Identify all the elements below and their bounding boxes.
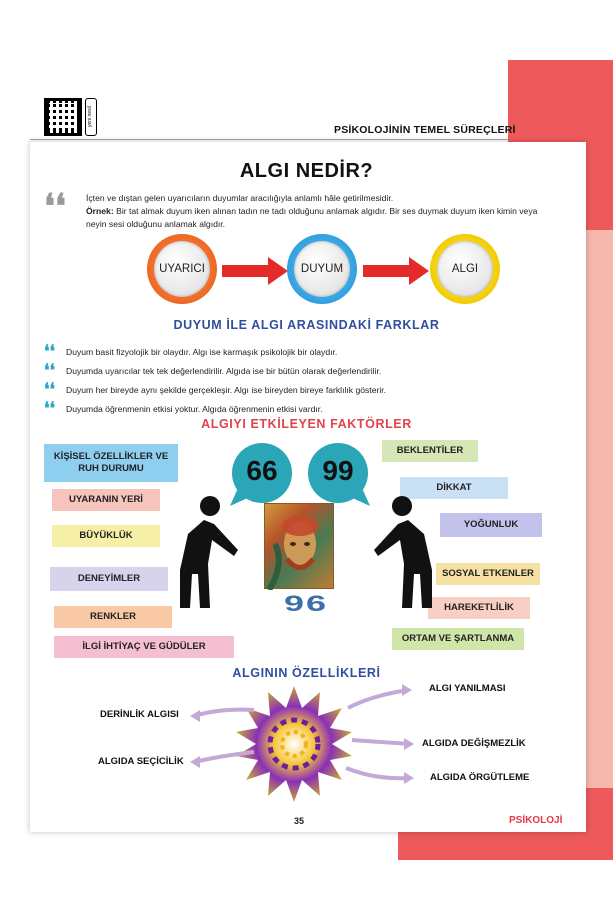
quote-icon: ❛❛ — [44, 380, 55, 400]
flow-label-uyarici: UYARICI — [154, 241, 210, 297]
factor-tag-right: YOĞUNLUK — [440, 513, 542, 537]
flow-circle-algi — [430, 234, 500, 304]
quote-icon: ❛❛ — [44, 187, 66, 227]
factor-tag-right: DİKKAT — [400, 477, 508, 499]
qr-code-pattern — [49, 103, 77, 131]
factor-tag-left: BÜYÜKLÜK — [52, 525, 160, 547]
feature-label-right: ALGIDA DEĞİŞMEZLİK — [422, 738, 526, 749]
painting-image — [264, 503, 334, 589]
arrow-right-icon — [222, 256, 290, 286]
example-line-1: Bir tat almak duyum iken alınan tadın ne tadı olduğunu anlamak algıdır. Bir ses duymak duyum iken kimin veya — [116, 206, 538, 216]
difference-text: Duyum basit fizyolojik bir olaydır. Algı ise karmaşık psikolojik bir olaydır. — [66, 347, 338, 357]
feature-label-left: ALGIDA SEÇİCİLİK — [98, 756, 184, 767]
difference-text: Duyumda öğrenmenin etkisi yoktur. Algıda öğrenmenin etkisi vardır. — [66, 404, 323, 414]
factor-tag-right: SOSYAL ETKENLER — [436, 563, 540, 585]
example-line-2: neyin sesi olduğunu anlamak algıdır. — [86, 219, 226, 229]
list-item — [44, 343, 564, 362]
feature-label-left: DERİNLİK ALGISI — [100, 709, 179, 720]
factor-tag-left: İLGİ İHTİYAÇ VE GÜDÜLER — [54, 636, 234, 658]
page-number: 35 — [294, 816, 305, 826]
features-title: ALGININ ÖZELLİKLERİ — [232, 666, 381, 680]
factor-tag-right: BEKLENTİLER — [382, 440, 478, 462]
floor-number: 96 — [281, 590, 327, 617]
factor-tag-left: KİŞİSEL ÖZELLİKLER VE RUH DURUMU — [44, 444, 178, 482]
feature-label-right: ALGI YANILMASI — [429, 683, 506, 694]
flow-label-duyum: DUYUM — [294, 241, 350, 297]
factor-tag-left: RENKLER — [54, 606, 172, 628]
feature-arrows — [180, 672, 420, 808]
differences-list — [44, 343, 564, 419]
example-label: Örnek: — [86, 206, 114, 216]
factor-tag-left: DENEYİMLER — [50, 567, 168, 591]
qr-tag: yeni nesil — [85, 98, 97, 136]
example-paragraph — [86, 205, 586, 218]
quote-icon: ❛❛ — [44, 342, 55, 362]
flow-label-algi: ALGI — [437, 241, 493, 297]
subject-label: PSİKOLOJİ — [509, 815, 563, 826]
person-figure-left-icon — [168, 494, 240, 614]
difference-text: Duyum her bireyde aynı şekilde gerçekleşir. Algı ise bireyden bireye farklılık gösterir. — [66, 385, 387, 395]
bubble-number-right: 99 — [322, 455, 354, 486]
factor-tag-right: ORTAM VE ŞARTLANMA — [392, 628, 524, 650]
definition-text: İçten ve dıştan gelen uyarıcıların duyumlar aracılığıyla anlamlı hâle getirilmesidir. — [86, 193, 394, 203]
painting-face — [265, 504, 335, 590]
flow-circle-uyarici — [147, 234, 217, 304]
person-figure-right-icon — [372, 494, 444, 614]
differences-title: DUYUM İLE ALGI ARASINDAKİ FARKLAR — [173, 318, 440, 332]
quote-icon: ❛❛ — [44, 361, 55, 381]
list-item — [44, 381, 564, 400]
bubble-number-left: 66 — [246, 455, 278, 486]
list-item — [44, 362, 564, 381]
factor-tag-left: UYARANIN YERİ — [52, 489, 160, 511]
decor-pink-strip — [586, 230, 613, 790]
difference-text: Duyumda uyarıcılar tek tek değerlendirilir. Algıda ise bir bütün olarak değerlendirilir. — [66, 366, 382, 376]
quote-icon: ❛❛ — [44, 399, 55, 419]
header-divider — [30, 139, 508, 140]
feature-label-right: ALGIDA ÖRGÜTLEME — [430, 772, 530, 783]
factors-title: ALGIYI ETKİLEYEN FAKTÖRLER — [201, 417, 412, 431]
page-title: ALGI NEDİR? — [239, 160, 374, 182]
factor-tag-right: HAREKETLİLİK — [428, 597, 530, 619]
arrow-right-icon — [363, 256, 431, 286]
chapter-title: PSİKOLOJİNİN TEMEL SÜREÇLERİ — [334, 124, 516, 136]
flow-circle-duyum — [287, 234, 357, 304]
